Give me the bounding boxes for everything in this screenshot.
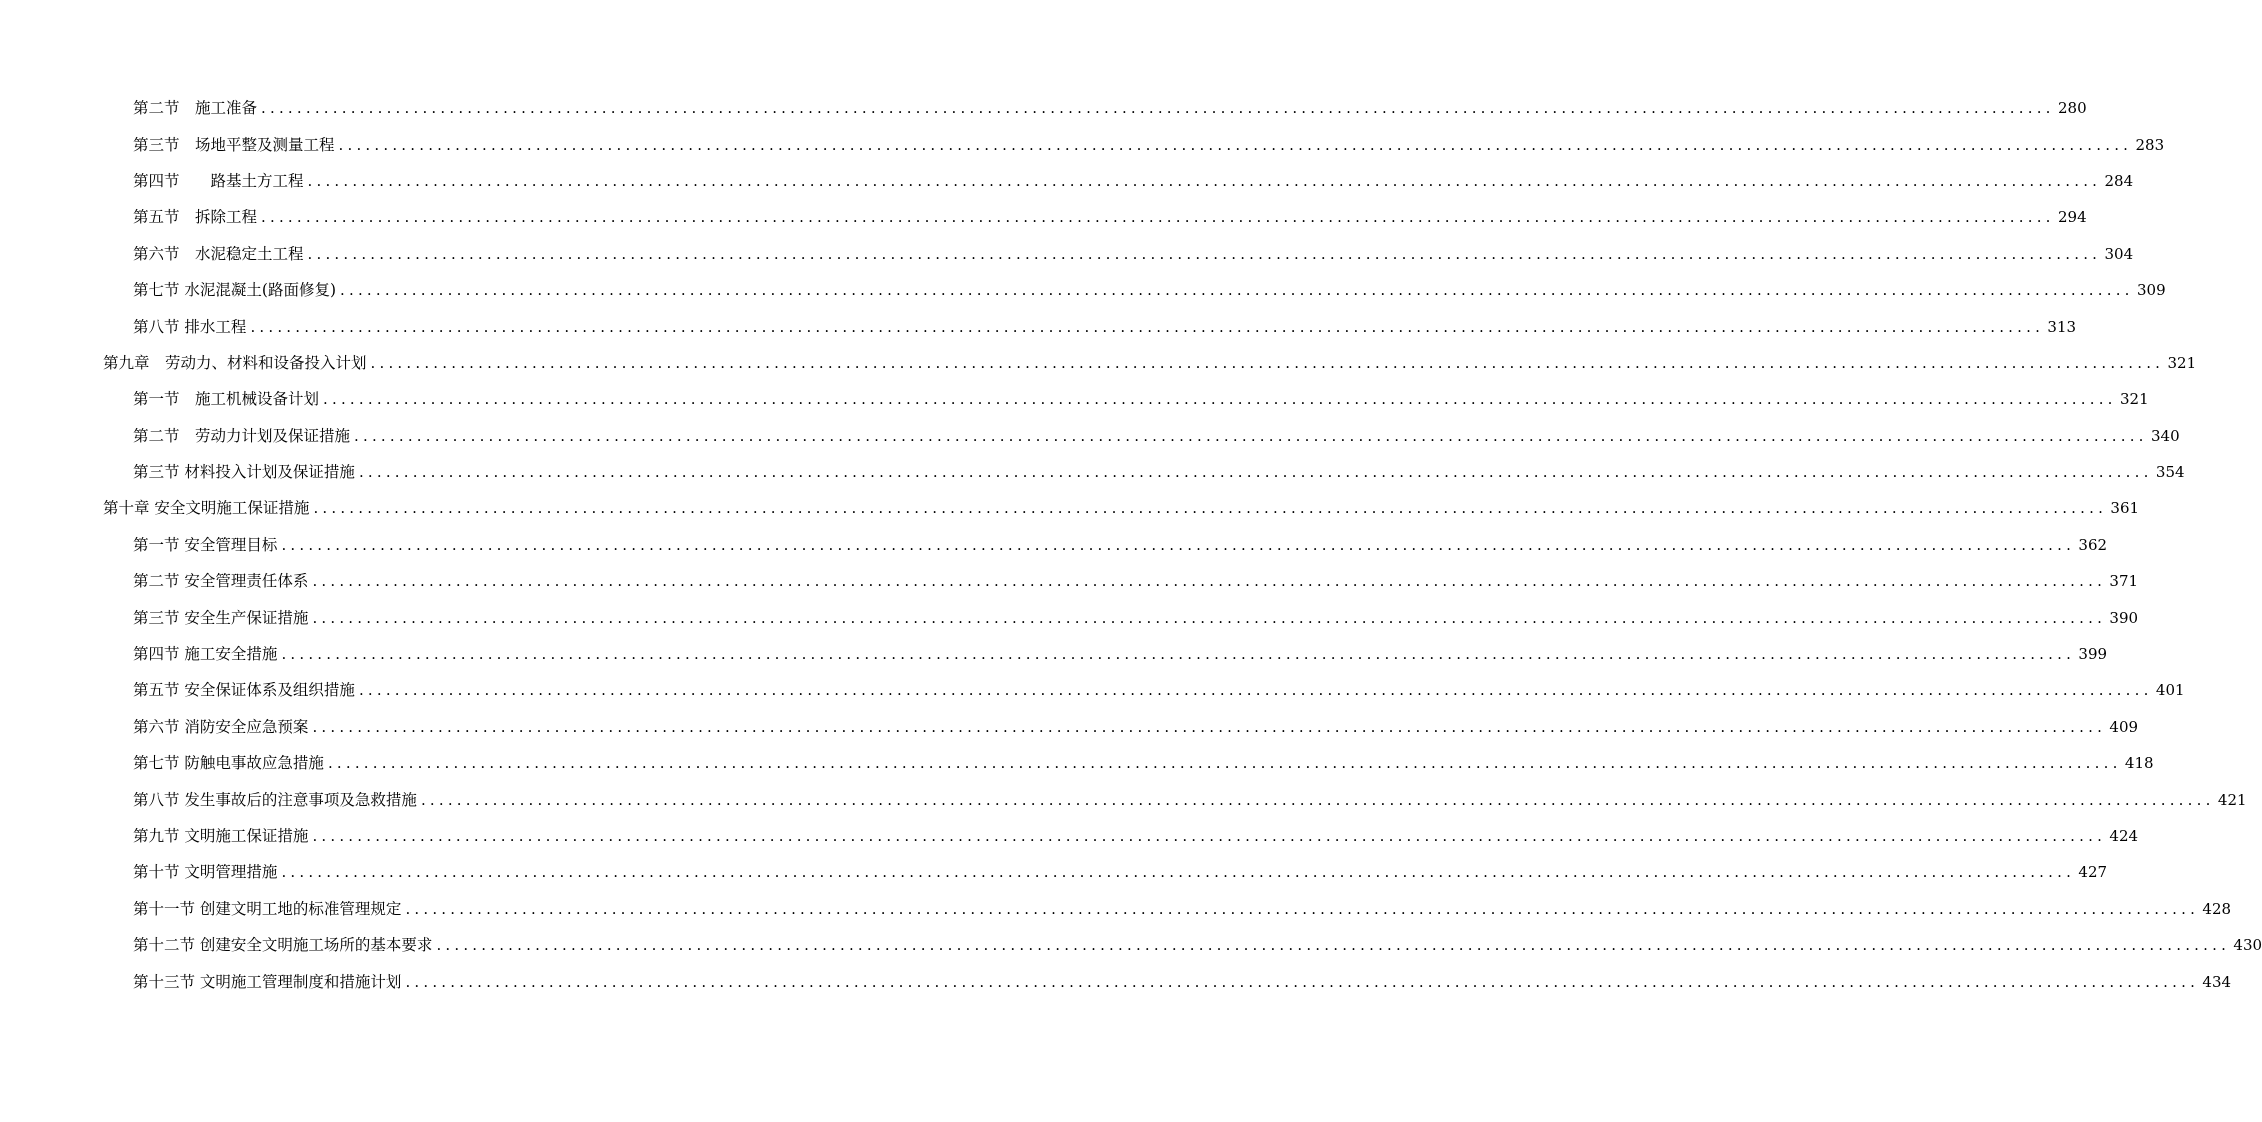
dot-leader: ........................................................................................................................................................................................................ bbox=[250, 317, 2045, 336]
dot-leader: ........................................................................................................................................................................................................ bbox=[307, 171, 2102, 190]
toc-entry-title: 第九章 劳动力、材料和设备投入计划 bbox=[103, 353, 367, 372]
toc-entry-title: 第二节 安全管理责任体系 bbox=[133, 572, 309, 591]
toc-entry-title: 第五节 安全保证体系及组织措施 bbox=[133, 681, 355, 700]
toc-page-number: 434 bbox=[2202, 972, 2232, 991]
toc-page-number: 304 bbox=[2104, 244, 2134, 263]
toc-entry-title: 第三节 材料投入计划及保证措施 bbox=[133, 463, 355, 482]
toc-page-number: 428 bbox=[2202, 899, 2232, 918]
toc-page-number: 390 bbox=[2109, 608, 2139, 627]
toc-section-entry[interactable] bbox=[0, 891, 2232, 927]
toc-chapter-entry[interactable] bbox=[0, 345, 2197, 381]
toc-section-entry[interactable] bbox=[0, 308, 2077, 344]
toc-section-entry[interactable] bbox=[0, 781, 2247, 817]
toc-section-entry[interactable] bbox=[0, 563, 2139, 599]
dot-leader: ........................................................................................................................................................................................................ bbox=[370, 353, 2165, 372]
toc-section-entry[interactable] bbox=[0, 90, 2087, 126]
toc-entry-title: 第十二节 创建安全文明施工场所的基本要求 bbox=[133, 936, 433, 955]
toc-page-number: 421 bbox=[2217, 790, 2247, 809]
toc-entry-title: 第九节 文明施工保证措施 bbox=[133, 827, 309, 845]
dot-leader: ........................................................................................................................................................................................................ bbox=[358, 463, 2153, 482]
toc-entry-title: 第五节 拆除工程 bbox=[133, 208, 258, 227]
toc-entry-title: 第八节 发生事故后的注意事项及急救措施 bbox=[133, 790, 417, 809]
toc-section-entry[interactable] bbox=[0, 236, 2134, 272]
toc-page-number: 362 bbox=[2078, 535, 2108, 554]
toc-page-number: 401 bbox=[2155, 681, 2185, 700]
toc-section-entry[interactable] bbox=[0, 745, 2154, 781]
toc-section-entry[interactable] bbox=[0, 527, 2108, 563]
table-of-contents bbox=[0, 90, 2262, 1000]
toc-page-number: 409 bbox=[2109, 717, 2139, 736]
toc-section-entry[interactable] bbox=[0, 272, 2166, 308]
toc-section-entry[interactable] bbox=[0, 854, 2108, 890]
dot-leader: ........................................................................................................................................................................................................ bbox=[261, 208, 2055, 227]
toc-entry-title: 第二节 劳动力计划及保证措施 bbox=[133, 426, 351, 445]
toc-page-number: 361 bbox=[2110, 499, 2140, 518]
toc-entry-title: 第七节 防触电事故应急措施 bbox=[133, 754, 324, 773]
toc-entry-title: 第二节 施工准备 bbox=[133, 99, 258, 118]
dot-leader: ........................................................................................................................................................................................................ bbox=[340, 281, 2134, 300]
dot-leader: ........................................................................................................................................................................................................ bbox=[323, 390, 2117, 409]
toc-page-number: 309 bbox=[2137, 281, 2166, 300]
toc-section-entry[interactable] bbox=[0, 418, 2180, 454]
toc-page-number: 294 bbox=[2058, 208, 2087, 227]
toc-entry-title: 第六节 水泥稳定土工程 bbox=[133, 244, 304, 263]
toc-section-entry[interactable] bbox=[0, 963, 2232, 999]
dot-leader: ........................................................................................................................................................................................................ bbox=[405, 899, 2200, 918]
toc-page-number: 354 bbox=[2155, 463, 2185, 482]
toc-page-number: 280 bbox=[2058, 99, 2087, 118]
toc-entry-title: 第四节 施工安全措施 bbox=[133, 645, 278, 664]
toc-page-number: 399 bbox=[2078, 645, 2108, 664]
dot-leader: ........................................................................................................................................................................................................ bbox=[312, 827, 2107, 845]
toc-page-number: 283 bbox=[2135, 135, 2165, 154]
toc-entry-title: 第三节 场地平整及测量工程 bbox=[133, 135, 335, 154]
dot-leader: ........................................................................................................................................................................................................ bbox=[436, 936, 2231, 955]
dot-leader: ........................................................................................................................................................................................................ bbox=[358, 681, 2153, 700]
toc-page-number: 427 bbox=[2078, 863, 2108, 882]
dot-leader: ........................................................................................................................................................................................................ bbox=[327, 754, 2122, 773]
toc-page-number: 321 bbox=[2120, 390, 2149, 409]
toc-page-number: 321 bbox=[2167, 353, 2197, 372]
toc-page-number: 371 bbox=[2109, 572, 2139, 591]
toc-page-number: 340 bbox=[2151, 426, 2180, 445]
toc-section-entry[interactable] bbox=[0, 163, 2134, 199]
dot-leader: ........................................................................................................................................................................................................ bbox=[312, 572, 2107, 591]
toc-entry-title: 第七节 水泥混凝土(路面修复) bbox=[133, 281, 337, 300]
dot-leader: ........................................................................................................................................................................................................ bbox=[261, 99, 2055, 118]
toc-section-entry[interactable] bbox=[0, 454, 2185, 490]
toc-section-entry[interactable] bbox=[0, 599, 2139, 635]
toc-entry-title: 第四节 路基土方工程 bbox=[133, 171, 304, 190]
toc-chapter-entry[interactable] bbox=[0, 490, 2140, 526]
toc-section-entry[interactable] bbox=[0, 126, 2165, 162]
toc-page-number: 424 bbox=[2109, 827, 2139, 845]
toc-section-entry[interactable] bbox=[0, 636, 2108, 672]
toc-entry-title: 第十章 安全文明施工保证措施 bbox=[103, 499, 310, 518]
dot-leader: ........................................................................................................................................................................................................ bbox=[420, 790, 2215, 809]
dot-leader: ........................................................................................................................................................................................................ bbox=[281, 645, 2076, 664]
toc-entry-title: 第八节 排水工程 bbox=[133, 317, 247, 336]
toc-page-number: 418 bbox=[2124, 754, 2154, 773]
toc-entry-title: 第一节 施工机械设备计划 bbox=[133, 390, 320, 409]
dot-leader: ........................................................................................................................................................................................................ bbox=[307, 244, 2102, 263]
toc-page-number: 284 bbox=[2104, 171, 2134, 190]
toc-entry-title: 第三节 安全生产保证措施 bbox=[133, 608, 309, 627]
toc-page-number: 430 bbox=[2233, 936, 2262, 955]
toc-entry-title: 第一节 安全管理目标 bbox=[133, 535, 278, 554]
dot-leader: ........................................................................................................................................................................................................ bbox=[281, 863, 2076, 882]
toc-section-entry[interactable] bbox=[0, 199, 2087, 235]
toc-page-number: 313 bbox=[2047, 317, 2077, 336]
toc-entry-title: 第十一节 创建文明工地的标准管理规定 bbox=[133, 899, 402, 918]
dot-leader: ........................................................................................................................................................................................................ bbox=[312, 717, 2107, 736]
toc-section-entry[interactable] bbox=[0, 672, 2185, 708]
dot-leader: ........................................................................................................................................................................................................ bbox=[354, 426, 2148, 445]
toc-section-entry[interactable] bbox=[0, 818, 2139, 854]
dot-leader: ........................................................................................................................................................................................................ bbox=[312, 608, 2107, 627]
dot-leader: ........................................................................................................................................................................................................ bbox=[313, 499, 2108, 518]
toc-section-entry[interactable] bbox=[0, 927, 2262, 963]
dot-leader: ........................................................................................................................................................................................................ bbox=[405, 972, 2200, 991]
toc-entry-title: 第六节 消防安全应急预案 bbox=[133, 717, 309, 736]
toc-section-entry[interactable] bbox=[0, 709, 2139, 745]
toc-entry-title: 第十三节 文明施工管理制度和措施计划 bbox=[133, 972, 402, 991]
dot-leader: ........................................................................................................................................................................................................ bbox=[338, 135, 2133, 154]
toc-section-entry[interactable] bbox=[0, 381, 2149, 417]
dot-leader: ........................................................................................................................................................................................................ bbox=[281, 535, 2076, 554]
toc-entry-title: 第十节 文明管理措施 bbox=[133, 863, 278, 882]
